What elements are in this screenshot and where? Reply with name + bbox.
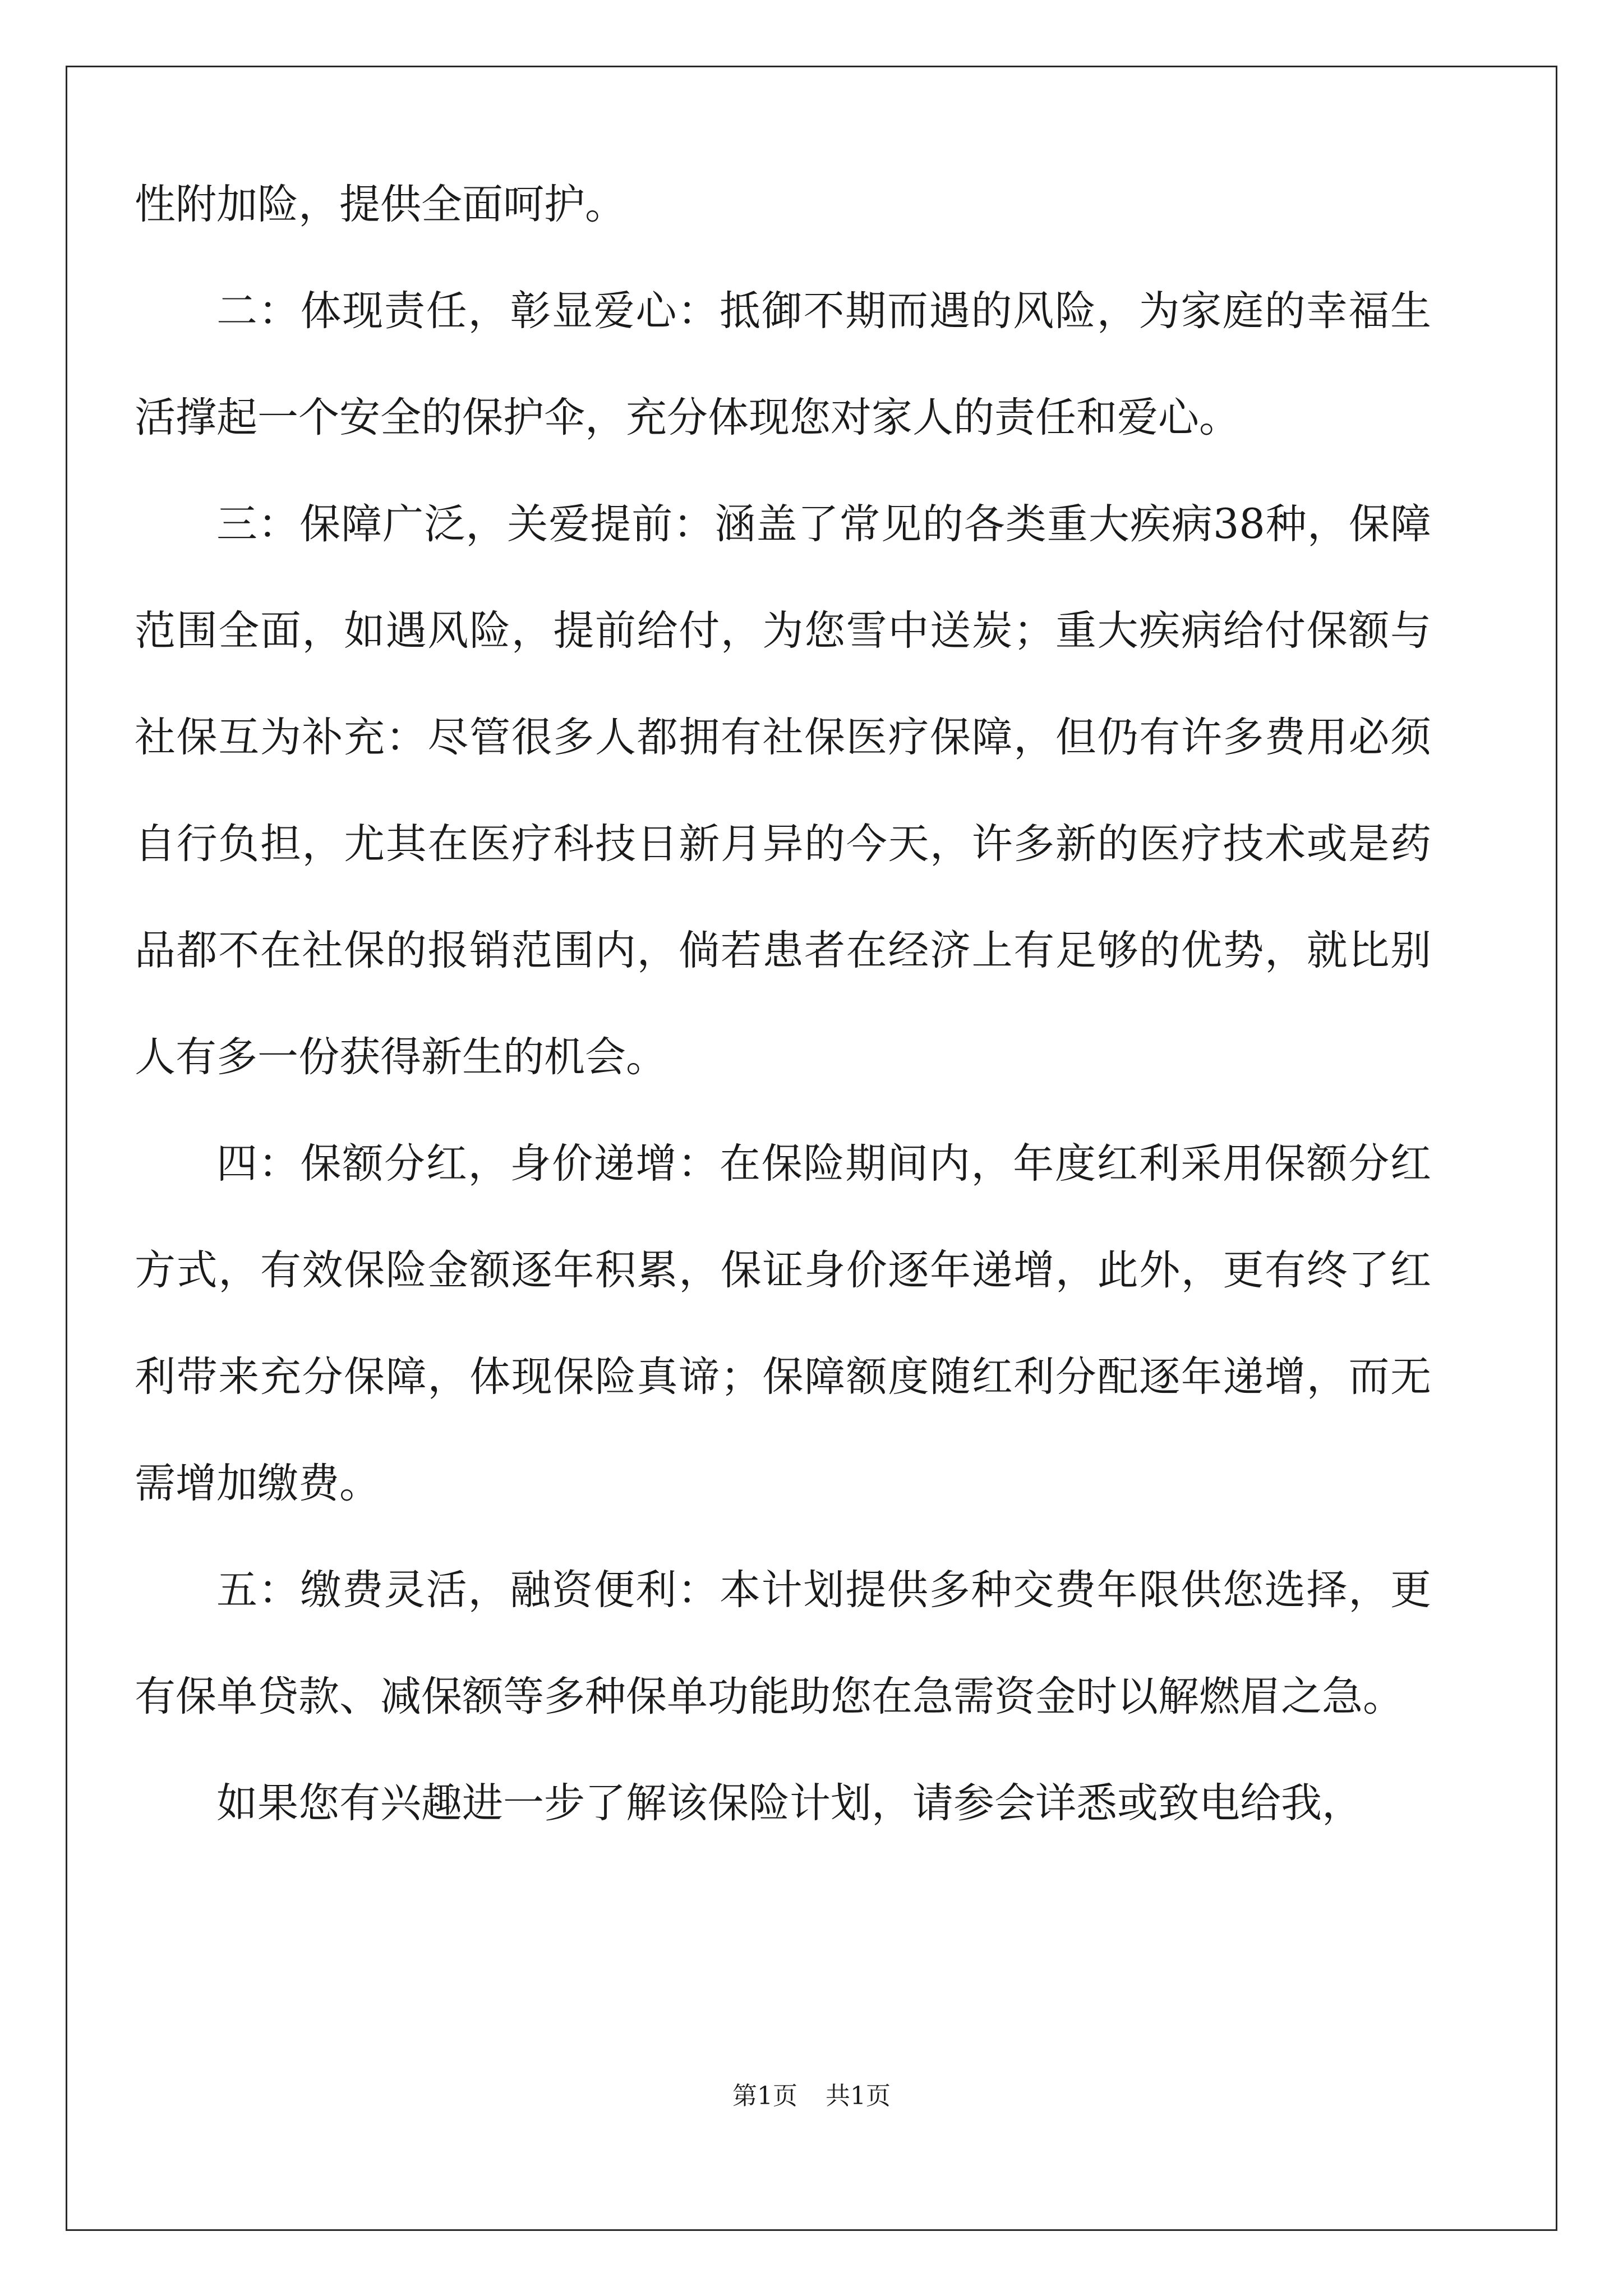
paragraph-4: 四：保额分红，身价递增：在保险期间内，年度红利采用保额分红方式，有效保险金额逐年积累，保证身价逐年递增，此外，更有终了红利带来充分保障，体现保险真谛；保障额度随红利分配逐年递增，而无需增加缴费。 <box>135 1140 1431 1507</box>
paragraph-5: 五：缴费灵活，融资便利：本计划提供多种交费年限供您选择，更有保单贷款、减保额等多种保单功能助您在急需资金时以解燃眉之急。 <box>135 1566 1431 1720</box>
paragraph-1: 性附加险，提供全面呵护。 <box>135 181 626 228</box>
paragraph-6: 如果您有兴趣进一步了解该保险计划，请参会详悉或致电给我， <box>216 1779 1363 1827</box>
paragraph-2: 二：体现责任，彰显爱心：抵御不期而遇的风险，为家庭的幸福生活撑起一个安全的保护伞，充分体现您对家人的责任和爱心。 <box>135 287 1431 441</box>
paragraph-3: 三：保障广泛，关爱提前：涵盖了常见的各类重大疾病38种，保障范围全面，如遇风险，提前给付，为您雪中送炭；重大疾病给付保额与社保互为补充：尽管很多人都拥有社保医疗保障，但仍有许多费用必须自行负担，尤其在医疗科技日新月异的今天，许多新的医疗技术或是药品都不在社保的报销范围内，倘若患者在经济上有足够的优势，就比别人有多一份获得新生的机会。 <box>135 500 1431 1081</box>
page-number-total: 共1页 <box>826 2082 891 2110</box>
document-body <box>135 151 1431 1857</box>
page-footer <box>0 2076 1623 2111</box>
page-number-current: 第1页 <box>732 2082 797 2110</box>
